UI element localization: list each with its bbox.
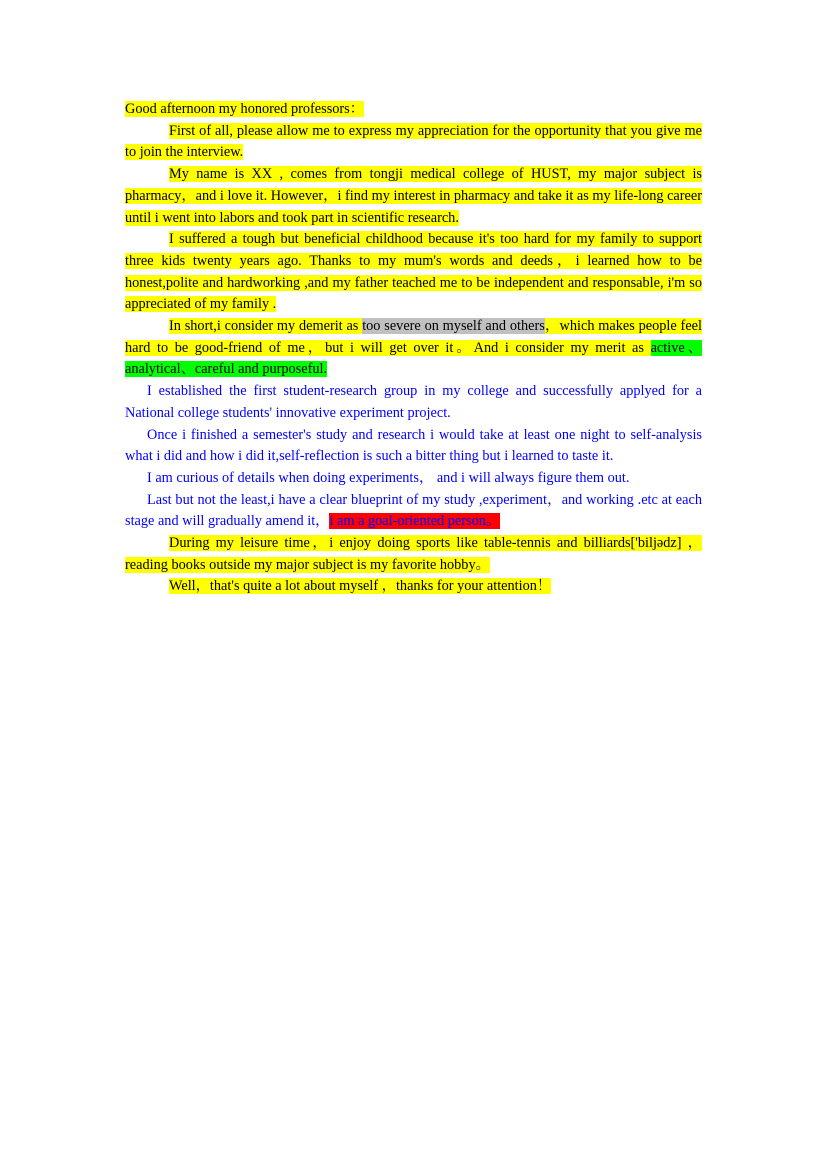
paragraph-research-group-text: I established the first student-research group in my college and successfully applyed for a National college students' innovative experiment project.	[125, 383, 702, 421]
greeting-text: Good afternoon my honored professors：	[125, 101, 365, 117]
paragraph-introduction-text: My name is XX , comes from tongji medical college of HUST, my major subject is pharmacy，and i love it. However，i find my interest in pharmacy and take it as my life-long career until i went into labors and took part in scientific research.	[125, 166, 702, 226]
paragraph-hobbies-text: During my leisure time，i enjoy doing sports like table-tennis and billiards['biljədz] ，reading books outside my major subject is my favorite hobby。	[125, 535, 702, 573]
paragraph-self-analysis	[125, 425, 702, 468]
greeting-paragraph	[125, 99, 702, 121]
paragraph-blueprint-text: Last but not the least,i have a clear blueprint of my study ,experiment，and working .etc at each stage and will gradually amend it，	[125, 491, 702, 530]
paragraph-hobbies	[125, 533, 702, 576]
paragraph-childhood	[125, 229, 702, 316]
paragraph-merits-text-a: In short,i consider my demerit as	[169, 318, 363, 335]
paragraph-appreciation	[125, 121, 702, 164]
paragraph-merits-text-b: ，which makes people feel hard to be good-friend of me，but i will get over it。And i consider my merit as	[125, 318, 702, 356]
paragraph-closing-text: Well，that's quite a lot about myself ，thanks for your attention！	[169, 578, 552, 595]
paragraph-introduction	[125, 164, 702, 229]
document-page	[125, 99, 702, 598]
paragraph-curiosity	[125, 468, 702, 490]
paragraph-closing	[125, 576, 702, 598]
paragraph-self-analysis-text: Once i finished a semester's study and research i would take at least one night to self-analysis what i did and how i did it,self-reflection is such a bitter thing but i learned to taste it.	[125, 426, 702, 465]
paragraph-curiosity-text: I am curious of details when doing experiments， and i will always figure them out.	[147, 469, 630, 486]
goal-oriented-highlight: i am a goal-oriented person。	[329, 513, 501, 530]
paragraph-childhood-text: I suffered a tough but beneficial childhood because it's too hard for my family to support three kids twenty years ago. Thanks to my mum's words and deeds，i learned how to be honest,polite and hardworking ,and my father teached me to be independent and responsable, i'm so appreciated of my family .	[125, 231, 702, 313]
paragraph-merits	[125, 316, 702, 381]
paragraph-appreciation-text: First of all, please allow me to express my appreciation for the opportunity that you give me to join the interview.	[125, 122, 702, 161]
demerit-highlight: too severe on myself and others	[362, 318, 545, 335]
paragraph-blueprint	[125, 490, 702, 533]
merit-highlight: active、analytical、careful and purposeful.	[125, 339, 702, 378]
paragraph-research-group	[125, 381, 702, 424]
